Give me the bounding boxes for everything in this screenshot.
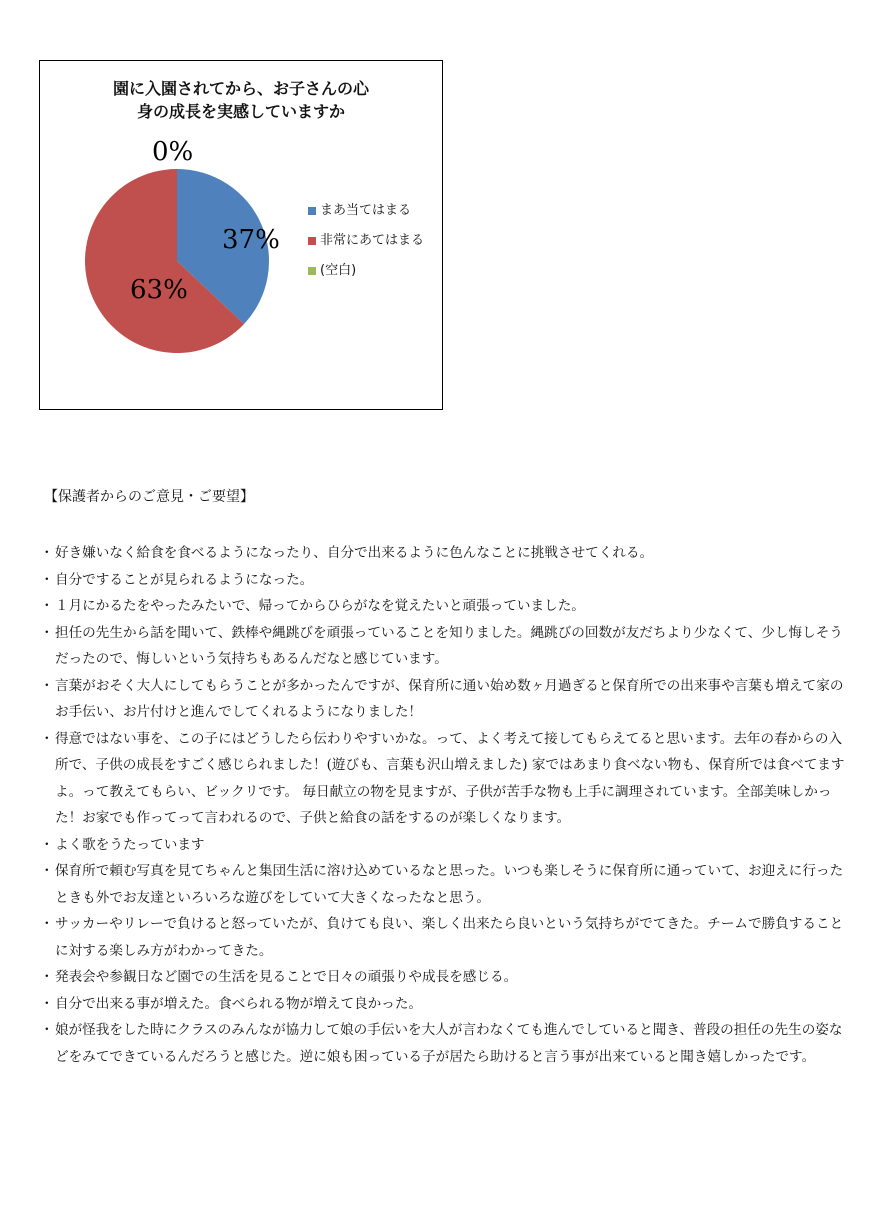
comment-text: 娘が怪我をした時にクラスのみんなが協力して娘の手伝いを大人が言わなくても進んでしていると聞き、普段の担任の先生の姿などをみてできているんだろうと感じた。逆に娘も困っている子が居たら助けると言う事が出来ていると聞き嬉しかったです。 (55, 1022, 843, 1065)
comment-item (40, 858, 846, 911)
comment-item (40, 567, 846, 594)
comment-text: よく歌をうたっています (55, 836, 205, 853)
legend-label: まあ当てはまる (320, 203, 412, 218)
comment-item (40, 991, 846, 1018)
comment-text: 担任の先生から話を聞いて、鉄棒や縄跳びを頑張っていることを知りました。縄跳びの回数が友だちより少なくて、少し悔しそうだったので、悔しいという気持ちもあるんだなと感じています。 (55, 624, 843, 667)
bullet-mark: ・ (40, 836, 54, 853)
bullet-mark: ・ (40, 863, 54, 879)
comment-text: 発表会や参観日など園での生活を見ることで日々の頑張りや成長を感じる。 (55, 969, 518, 985)
comment-item (40, 911, 846, 964)
comment-item (40, 726, 846, 832)
chart-title: 園に入園されてから、お子さんの心 身の成長を実感していますか (112, 79, 369, 121)
comment-text: 保育所で頼む写真を見てちゃんと集団生活に溶け込めているなと思った。いつも楽しそうに保育所に通っていて、お迎えに行ったときも外でお友達といろいろな遊びをしていて大きくなったなと思う。 (55, 863, 844, 906)
comment-item (40, 673, 846, 726)
pie-data-label-3: 0% (152, 137, 194, 167)
comment-item (40, 832, 846, 859)
legend-swatch (308, 267, 316, 275)
legend-label: 非常にあてはまる (320, 233, 425, 248)
comment-text: 自分ですることが見られるようになった。 (55, 571, 314, 588)
bullet-mark: ・ (40, 624, 54, 641)
pie-data-label-2: 63% (130, 275, 188, 305)
bullet-mark: ・ (40, 545, 54, 561)
bullet-mark: ・ (40, 995, 54, 1012)
comment-text: １月にかるたをやったみたいで、帰ってからひらがなを覚えたいと頑張っていました。 (55, 598, 585, 614)
legend-item (308, 201, 433, 220)
comment-text: 自分で出来る事が増えた。食べられる物が増えて良かった。 (55, 995, 423, 1012)
comment-item (40, 540, 846, 567)
comment-text: 得意ではない事を、この子にはどうしたら伝わりやすいかな。って、よく考えて接してもらえてると思います。去年の春からの入所で、子供の成長をすごく感じられました！(遊びも、言葉も沢山増えました) 家ではあまり食べない物も、保育所では食べてますよ。って教えてもらい、ビックリです。 毎日献立の物を見ますが、子供が苦手な物も上手に調理されています。全部美味しかった！お家でも作ってって言われるので、子供と給食の話をするのが楽しくなります。 (55, 730, 845, 826)
comment-text: サッカーやリレーで負けると怒っていたが、負けても良い、楽しく出来たら良いという気持ちがでてきた。チームで勝負することに対する楽しみ方がわかってきた。 (55, 916, 844, 959)
chart-legend (308, 201, 433, 291)
bullet-mark: ・ (40, 1022, 54, 1038)
legend-item (308, 231, 433, 250)
bullet-mark: ・ (40, 969, 54, 985)
comment-list (40, 540, 846, 1070)
bullet-mark: ・ (40, 598, 54, 614)
legend-swatch (308, 237, 316, 245)
legend-label: (空白) (320, 263, 357, 278)
comment-item (40, 620, 846, 673)
bullet-mark: ・ (40, 571, 54, 588)
pie-data-label-1: 37% (222, 225, 280, 255)
pie-chart-panel (39, 60, 443, 410)
comment-text: 好き嫌いなく給食を食べるようになったり、自分で出来るように色んなことに挑戦させてくれる。 (55, 545, 654, 561)
legend-swatch (308, 207, 316, 215)
bullet-mark: ・ (40, 916, 54, 932)
comment-text: 言葉がおそく大人にしてもらうことが多かったんですが、保育所に通い始め数ヶ月過ぎると保育所での出来事や言葉も増えて家のお手伝い、お片付けと進んでしてくれるようになりました！ (55, 677, 844, 720)
bullet-mark: ・ (40, 677, 54, 694)
comment-item (40, 964, 846, 991)
comment-item (40, 593, 846, 620)
comment-item (40, 1017, 846, 1070)
legend-item (308, 261, 433, 280)
section-heading: 【保護者からのご意見・ご要望】 (44, 489, 254, 505)
bullet-mark: ・ (40, 730, 54, 747)
